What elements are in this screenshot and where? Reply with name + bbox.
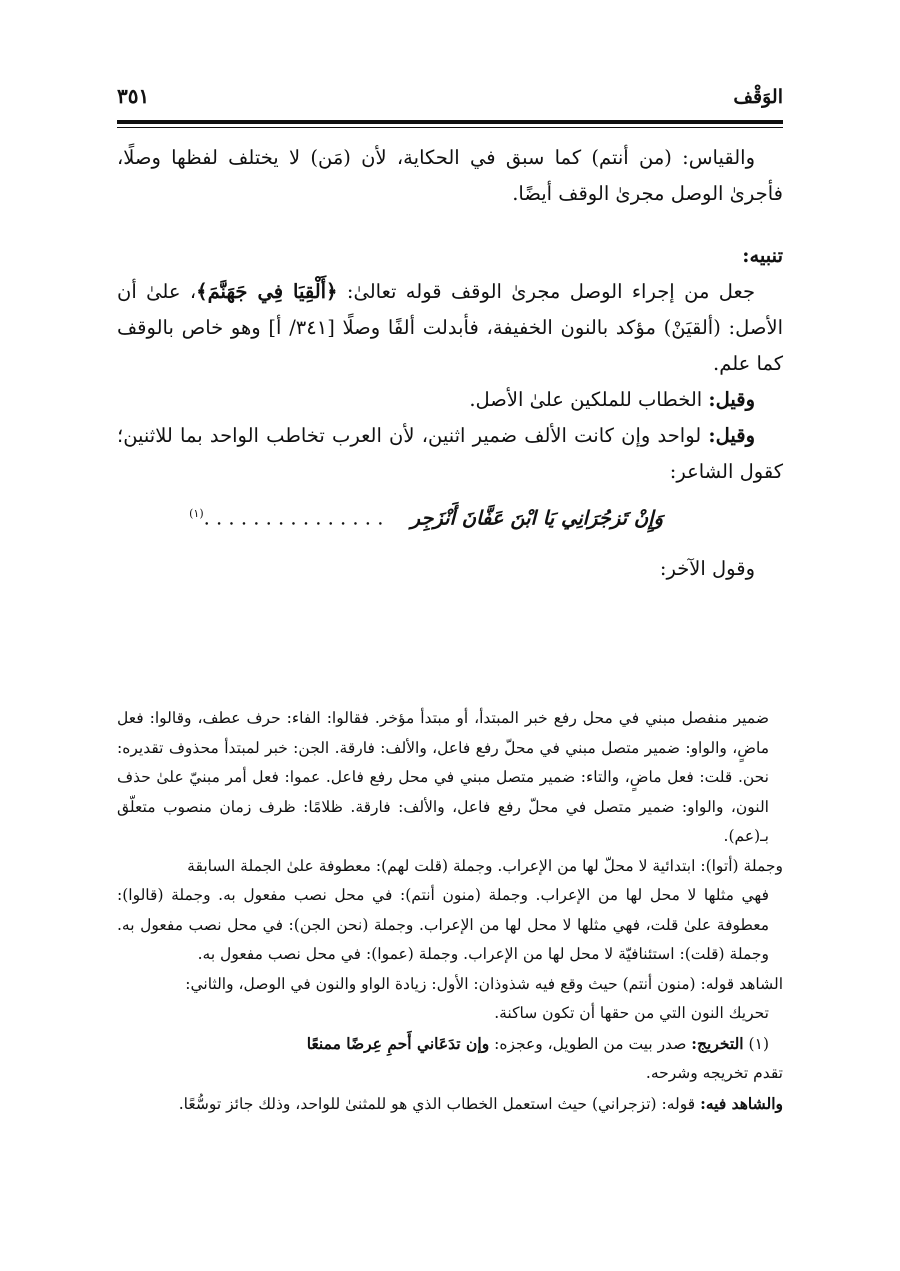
paragraph-text: ، علىٰ أن الأصل: (ألقيَنْ) مؤكد بالنون الخفيفة، فأبدلت ألفًا وصلًا [٣٤١/ أ] وهو خاص بالوقف كما علم. [117,280,783,375]
main-text [117,140,783,587]
footnote-1-shahid [117,1089,783,1120]
footnote-text: قوله: (تزجراني) حيث استعمل الخطاب الذي هو للمثنىٰ للواحد، وذلك جائز توسُّعًا. [178,1094,701,1113]
section-heading: تنبيه: [742,244,783,267]
footnote-label: والشاهد فيه: [700,1093,783,1113]
running-title: الوَقْف [733,86,783,108]
opinion-text: لواحد وإن كانت الألف ضمير اثنين، لأن العرب تخاطب الواحد بما للاثنين؛ كقول الشاعر: [117,424,783,483]
footnote-number: (١) [748,1034,769,1053]
poetry-verse [117,496,783,537]
footnote-hemistich: وإن تدَعَاني أَحمِ عِرضًا ممنعًا [306,1033,490,1053]
footnote-label: التخريج: [691,1033,744,1053]
page-header [117,86,783,122]
quran-verse: ﴿أَلْقِيَا فِي جَهَنَّمَ﴾ [196,280,338,303]
note-sentences: وجملة (أتوا): ابتدائية لا محلّ لها من الإعراب. وجملة (قلت لهم): معطوفة علىٰ الجملة السابقة [187,856,783,875]
note-shahid-cont: تحريك النون التي من حقها أن تكون ساكنة. [494,1004,769,1022]
page-number: ٣٥١ [117,84,150,108]
verse-dots: . . . . . . . . . . . . . . . [203,506,384,530]
opinion-lead: وقيل: [708,388,755,411]
verse-text: وَإِنْ تَزجُرَانِي يَا ابْنَ عَفَّانَ أَنْزَجِر [410,506,663,530]
paragraph-another-poet: وقول الآخر: [659,556,755,580]
paragraph-quran-example [117,274,783,382]
footnote-text: صدر بيت من الطويل، وعجزه: [489,1034,692,1053]
note-parsing: ضمير منفصل مبني في محل رفع خبر المبتدأ، أو مبتدأ مؤخر. فقالوا: الفاء: حرف عطف، وقالوا: فعل ماضٍ، والواو: ضمير متصل مبني في محلّ رفع فاعل، والألف: فارقة. الجن: خبر لمبتدأ محذوف تقديره: نحن. قلت: فعل ماضٍ، والتاء: ضمير متصل مبني في محل رفع فاعل. عموا: فعل أمر مبنيّ علىٰ حذف النون، والواو: ضمير متصل في محلّ رفع فاعل، والألف: فارقة. ظلامًا: ظرف زمان منصوب متعلّق بـ(عم). [117,709,769,845]
paragraph-text: جعل من إجراء الوصل مجرىٰ الوقف قوله تعالىٰ: [337,280,755,303]
footnote-1-line2: تقدم تخريجه وشرحه. [645,1064,783,1082]
footnote-ref: (١) [189,507,204,520]
header-rule-thin [117,127,783,128]
header-rule-thick [117,120,783,124]
opinion-text: الخطاب للملكين علىٰ الأصل. [469,388,709,411]
paragraph-analogy: والقياس: (من أنتم) كما سبق في الحكاية، لأن (مَن) لا يختلف لفظها وصلًا، فأجرىٰ الوصل مجرىٰ الوقف أيضًا. [117,146,783,205]
paragraph-opinion-1 [117,382,783,418]
paragraph-opinion-2 [117,418,783,490]
footnote-1 [117,1029,783,1060]
note-shahid: الشاهد قوله: (منون أنتم) حيث وقع فيه شذوذان: الأول: زيادة الواو والنون في الوصل، والثاني: [185,974,783,993]
note-sentences-cont: فهي مثلها لا محل لها من الإعراب. وجملة (منون أنتم): في محل نصب مفعول به. وجملة (قالوا): معطوفة علىٰ قلت، فهي مثلها لا محل لها من الإعراب. وجملة (نحن الجن): في محل نصب مفعول به. وجملة (قلت): استئنافيّة لا محل لها من الإعراب. وجملة (عموا): في محل نصب مفعول به. [117,886,769,963]
opinion-lead: وقيل: [708,424,755,447]
footnotes [117,704,783,1119]
